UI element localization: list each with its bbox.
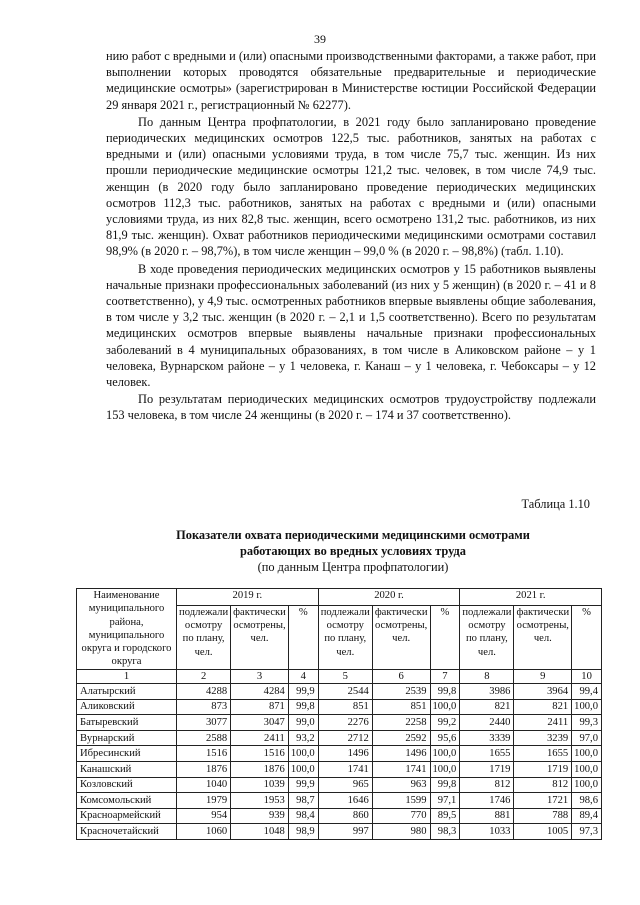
- table-cell: 89,4: [572, 808, 602, 824]
- column-number: 6: [372, 669, 430, 683]
- table-cell: 812: [514, 777, 572, 793]
- table-cell: 1516: [231, 746, 289, 762]
- table-cell: 1599: [372, 793, 430, 809]
- table-cell: 97,0: [572, 730, 602, 746]
- table-cell: 100,0: [572, 699, 602, 715]
- table-cell: 100,0: [288, 762, 318, 778]
- table-cell: 1953: [231, 793, 289, 809]
- paragraph: нию работ с вредными и (или) опасными производственными факторами, а также работ, при выполнении которых проводятся обязательные предварительные и периодические медицинские осмотры» (зарегистрирован в Министерстве юстиции Российской Федерации 29 января 2021 г., регистрационный № 62277).: [106, 49, 596, 112]
- table-cell: 3964: [514, 684, 572, 700]
- year-header: 2019 г.: [177, 589, 319, 606]
- table-cell: 1646: [318, 793, 372, 809]
- table-cell: 860: [318, 808, 372, 824]
- table-label: Таблица 1.10: [521, 497, 590, 511]
- table-cell: 939: [231, 808, 289, 824]
- table-cell: 812: [460, 777, 514, 793]
- municipality-name: Красноармейский: [77, 808, 177, 824]
- table-row: [77, 715, 602, 731]
- year-header: 2021 г.: [460, 589, 602, 606]
- column-header: фактически осмотрены, чел.: [372, 605, 430, 669]
- column-header: фактически осмотрены, чел.: [231, 605, 289, 669]
- table-cell: 99,8: [288, 699, 318, 715]
- municipality-name: Аликовский: [77, 699, 177, 715]
- table-cell: 1516: [177, 746, 231, 762]
- table-cell: 1721: [514, 793, 572, 809]
- column-header: %: [430, 605, 460, 669]
- paragraph: В ходе проведения периодических медицинских осмотров у 15 работников выявлены начальные признаки профессиональных заболеваний (из них у 5 женщин) (в 2020 г. – 41 и 8 соответственно), у 4,9 тыс. осмотренных работников впервые выявлены общие заболевания, в том числе у 3,2 тыс. женщин (в 2020 г. – 2,1 и 1,5 соответственно). Всего по результатам медицинских осмотров впервые выявлены начальные признаки профессиональных заболеваний в 4 муниципальных образованиях, в том числе в Аликовском районе – у 1 человека, Вурнарском районе – у 1 человека, г. Канаш – у 1 человека, г. Чебоксары – у 12 человек.: [106, 261, 596, 390]
- municipality-name: Алатырский: [77, 684, 177, 700]
- table-cell: 98,7: [288, 793, 318, 809]
- table-title: Показатели охвата периодическими медицинскими осмотрами: [176, 528, 530, 542]
- column-number: 5: [318, 669, 372, 683]
- table-cell: 100,0: [430, 762, 460, 778]
- table-cell: 99,4: [572, 684, 602, 700]
- table-cell: 2411: [231, 730, 289, 746]
- table-cell: 2276: [318, 715, 372, 731]
- table-cell: 1496: [372, 746, 430, 762]
- table-cell: 1876: [231, 762, 289, 778]
- table-row: [77, 684, 602, 700]
- table-cell: 2539: [372, 684, 430, 700]
- table-cell: 1741: [318, 762, 372, 778]
- paragraph: По результатам периодических медицинских осмотров трудоустройству подлежали 153 человека, в том числе 24 женщины (в 2020 г. – 174 и 37 соответственно).: [106, 392, 596, 423]
- table-cell: 851: [318, 699, 372, 715]
- column-header: фактически осмотрены, чел.: [514, 605, 572, 669]
- body-text: [106, 48, 596, 424]
- municipality-name: Козловский: [77, 777, 177, 793]
- table-cell: 4288: [177, 684, 231, 700]
- table-cell: 963: [372, 777, 430, 793]
- table-cell: 2411: [514, 715, 572, 731]
- column-number: 7: [430, 669, 460, 683]
- year-header: 2020 г.: [318, 589, 460, 606]
- table-cell: 99,9: [288, 684, 318, 700]
- table-row: [77, 746, 602, 762]
- table-cell: 99,9: [288, 777, 318, 793]
- column-header: %: [288, 605, 318, 669]
- table-row: [77, 730, 602, 746]
- table-cell: 99,3: [572, 715, 602, 731]
- column-header: %: [572, 605, 602, 669]
- table-cell: 821: [460, 699, 514, 715]
- column-header: подлежали осмотру по плану, чел.: [177, 605, 231, 669]
- table-cell: 1741: [372, 762, 430, 778]
- table-cell: 821: [514, 699, 572, 715]
- table-cell: 965: [318, 777, 372, 793]
- column-number: 8: [460, 669, 514, 683]
- municipality-name: Комсомольский: [77, 793, 177, 809]
- table-cell: 954: [177, 808, 231, 824]
- table-cell: 1033: [460, 824, 514, 840]
- table-cell: 97,3: [572, 824, 602, 840]
- table-cell: 100,0: [572, 762, 602, 778]
- table-cell: 98,9: [288, 824, 318, 840]
- table-cell: 1039: [231, 777, 289, 793]
- column-number: 3: [231, 669, 289, 683]
- table-cell: 873: [177, 699, 231, 715]
- table-source-note: (по данным Центра профпатологии): [257, 560, 449, 574]
- column-header: подлежали осмотру по плану, чел.: [318, 605, 372, 669]
- table-cell: 100,0: [288, 746, 318, 762]
- table-cell: 3077: [177, 715, 231, 731]
- municipality-name: Батыревский: [77, 715, 177, 731]
- table-cell: 98,6: [572, 793, 602, 809]
- table-cell: 980: [372, 824, 430, 840]
- table-cell: 997: [318, 824, 372, 840]
- table-row: [77, 793, 602, 809]
- column-header-name: Наименование муниципального района, муниципального округа и городского округа: [77, 589, 177, 670]
- table-cell: 1746: [460, 793, 514, 809]
- table-cell: 1060: [177, 824, 231, 840]
- table-cell: 100,0: [430, 746, 460, 762]
- table-title-line2: работающих во вредных условиях труда: [240, 544, 466, 558]
- page-number: 39: [314, 32, 326, 46]
- table-cell: 1719: [514, 762, 572, 778]
- table-cell: 95,6: [430, 730, 460, 746]
- table-cell: 2588: [177, 730, 231, 746]
- table-row: [77, 699, 602, 715]
- table-cell: 1979: [177, 793, 231, 809]
- table-cell: 1719: [460, 762, 514, 778]
- paragraph: По данным Центра профпатологии, в 2021 году было запланировано проведение периодических медицинских осмотров 122,5 тыс. работников, занятых на работах с вредными и (или) опасными условиями труда, в том числе 75,7 тыс. женщин. Из них прошли периодические медицинские осмотры 121,2 тыс. человек, в том числе 74,9 тыс. женщин (в 2020 году было запланировано проведение периодических медицинских осмотров 112,3 тыс. работников, занятых на работах с вредными и (или) опасными условиями труда, из них 82,8 тыс. женщин, всего осмотрено 131,2 тыс. работников, из них 81,9 тыс. женщин). Охват работников периодическими медицинскими осмотрами составил 98,9% (в 2020 г. – 98,7%), в том числе женщин – 99,0 % (в 2020 г. – 98,8%) (табл. 1.10).: [106, 114, 596, 259]
- table-cell: 2544: [318, 684, 372, 700]
- year-header-row: [77, 589, 602, 606]
- table-cell: 788: [514, 808, 572, 824]
- table-cell: 99,2: [430, 715, 460, 731]
- table-row: [77, 824, 602, 840]
- column-number: 9: [514, 669, 572, 683]
- table-cell: 93,2: [288, 730, 318, 746]
- table-cell: 100,0: [572, 777, 602, 793]
- table-row: [77, 808, 602, 824]
- coverage-table: [76, 588, 602, 840]
- column-number: 4: [288, 669, 318, 683]
- table-cell: 851: [372, 699, 430, 715]
- table-cell: 2440: [460, 715, 514, 731]
- table-cell: 99,8: [430, 684, 460, 700]
- table-cell: 770: [372, 808, 430, 824]
- table-cell: 2592: [372, 730, 430, 746]
- table-cell: 4284: [231, 684, 289, 700]
- table-cell: 98,3: [430, 824, 460, 840]
- table-cell: 1496: [318, 746, 372, 762]
- municipality-name: Ибресинский: [77, 746, 177, 762]
- table-cell: 1655: [460, 746, 514, 762]
- table-row: [77, 762, 602, 778]
- column-number: 1: [77, 669, 177, 683]
- table-cell: 3239: [514, 730, 572, 746]
- table-cell: 1048: [231, 824, 289, 840]
- table-cell: 100,0: [572, 746, 602, 762]
- table-cell: 89,5: [430, 808, 460, 824]
- column-header: подлежали осмотру по плану, чел.: [460, 605, 514, 669]
- table-cell: 2258: [372, 715, 430, 731]
- table-cell: 1876: [177, 762, 231, 778]
- municipality-name: Канашский: [77, 762, 177, 778]
- municipality-name: Красночетайский: [77, 824, 177, 840]
- table-cell: 100,0: [430, 699, 460, 715]
- table-cell: 3047: [231, 715, 289, 731]
- column-number: 10: [572, 669, 602, 683]
- table-cell: 99,0: [288, 715, 318, 731]
- table-cell: 1655: [514, 746, 572, 762]
- column-number-row: [77, 669, 602, 683]
- table-cell: 97,1: [430, 793, 460, 809]
- table-cell: 1040: [177, 777, 231, 793]
- table-cell: 3986: [460, 684, 514, 700]
- table-row: [77, 777, 602, 793]
- table-cell: 1005: [514, 824, 572, 840]
- table-cell: 99,8: [430, 777, 460, 793]
- table-cell: 98,4: [288, 808, 318, 824]
- table-cell: 3339: [460, 730, 514, 746]
- table-cell: 2712: [318, 730, 372, 746]
- municipality-name: Вурнарский: [77, 730, 177, 746]
- table-cell: 881: [460, 808, 514, 824]
- column-number: 2: [177, 669, 231, 683]
- table-cell: 871: [231, 699, 289, 715]
